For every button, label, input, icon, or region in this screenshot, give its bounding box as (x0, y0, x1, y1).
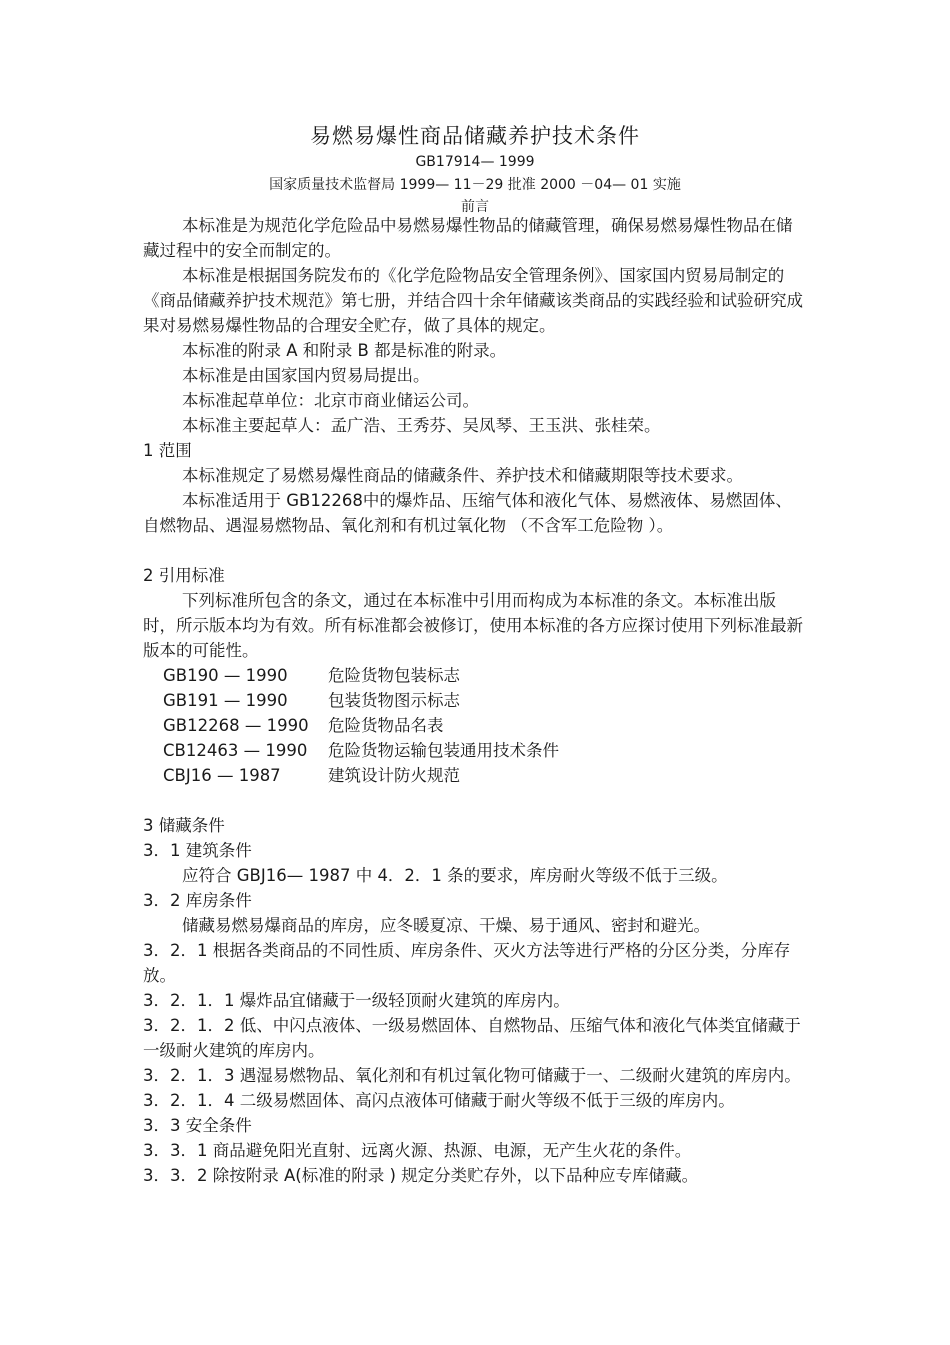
clause-3-2-1-4: 3．2．1．4 二级易燃固体、高闪点液体可储藏于耐火等级不低于三级的库房内。 (143, 1091, 735, 1110)
reference-code: CB12463 — 1990 (163, 741, 308, 760)
section-3-1-heading: 3．1 建筑条件 (143, 841, 252, 860)
document-body (143, 213, 808, 1188)
foreword-paragraph: 本标准是为规范化学危险品中易燃易爆性物品的储藏管理，确保易燃易爆性物品在储藏过程中的安全而制定的。 (143, 216, 793, 260)
reference-code: GB190 — 1990 (163, 666, 288, 685)
foreword-paragraph: 本标准的附录 A 和附录 B 都是标准的附录。 (182, 341, 507, 360)
foreword-paragraph: 本标准主要起草人：孟广浩、王秀芬、吴凤琴、王玉洪、张桂荣。 (182, 416, 661, 435)
clause-3-2-1-2: 3．2．1．2 低、中闪点液体、一级易燃固体、自燃物品、压缩气体和液化气体类宜储藏于一级耐火建筑的库房内。 (143, 1016, 801, 1060)
section-1-paragraph: 本标准适用于 GB12268中的爆炸品、压缩气体和液化气体、易燃液体、易燃固体、自燃物品、遇湿易燃物品、氧化剂和有机过氧化物 （不含军工危险物 ）。 (143, 491, 792, 535)
reference-name: 危险货物包装标志 (328, 666, 460, 685)
standard-code: GB17914— 1999 (415, 154, 535, 170)
section-3-1-text: 应符合 GBJ16— 1987 中 4．2．1 条的要求，库房耐火等级不低于三级。 (182, 866, 728, 885)
reference-item (143, 763, 808, 788)
section-1-paragraph: 本标准规定了易燃易爆性商品的储藏条件、养护技术和储藏期限等技术要求。 (182, 466, 743, 485)
reference-item (143, 713, 808, 738)
reference-code: GB191 — 1990 (163, 691, 288, 710)
section-1-heading: 1 范围 (143, 441, 192, 460)
foreword-paragraph: 本标准起草单位：北京市商业储运公司。 (182, 391, 479, 410)
reference-name: 建筑设计防火规范 (328, 766, 460, 785)
section-3-2-text: 储藏易燃易爆商品的库房，应冬暖夏凉、干燥、易于通风、密封和避光。 (182, 916, 710, 935)
foreword-heading: 前言 (461, 199, 489, 215)
clause-3-3-1: 3．3．1 商品避免阳光直射、远离火源、热源、电源，无产生火花的条件。 (143, 1141, 692, 1160)
reference-item (143, 688, 808, 713)
issue-line: 国家质量技术监督局 1999— 11－29 批准 2000 －04— 01 实施 (269, 177, 681, 193)
section-3-3-heading: 3．3 安全条件 (143, 1116, 252, 1135)
section-3-heading: 3 储藏条件 (143, 816, 225, 835)
reference-code: CBJ16 — 1987 (163, 766, 281, 785)
clause-3-2-1-1: 3．2．1．1 爆炸品宜储藏于一级轻顶耐火建筑的库房内。 (143, 991, 570, 1010)
reference-name: 危险货物运输包装通用技术条件 (328, 741, 559, 760)
reference-item (143, 738, 808, 763)
foreword-paragraph: 本标准是由国家国内贸易局提出。 (182, 366, 430, 385)
reference-name: 危险货物品名表 (328, 716, 444, 735)
document-title: 易燃易爆性商品储藏养护技术条件 (310, 124, 640, 148)
reference-name: 包装货物图示标志 (328, 691, 460, 710)
section-2-heading: 2 引用标准 (143, 566, 225, 585)
clause-3-2-1-3: 3．2．1．3 遇湿易燃物品、氧化剂和有机过氧化物可储藏于一、二级耐火建筑的库房内。 (143, 1066, 801, 1085)
foreword-paragraph: 本标准是根据国务院发布的《化学危险物品安全管理条例》、国家国内贸易局制定的《商品储藏养护技术规范》第七册，并结合四十余年储藏该类商品的实践经验和试验研究成果对易燃易爆性物品的合理安全贮存，做了具体的规定。 (143, 266, 803, 335)
clause-3-2-1: 3．2．1 根据各类商品的不同性质、库房条件、灭火方法等进行严格的分区分类，分库存放。 (143, 941, 791, 985)
reference-item (143, 663, 808, 688)
clause-3-3-2: 3．3．2 除按附录 A(标准的附录 ) 规定分类贮存外，以下品种应专库储藏。 (143, 1166, 699, 1185)
section-3-2-heading: 3．2 库房条件 (143, 891, 252, 910)
reference-code: GB12268 — 1990 (163, 716, 309, 735)
section-2-intro: 下列标准所包含的条文，通过在本标准中引用而构成为本标准的条文。本标准出版时，所示版本均为有效。所有标准都会被修订，使用本标准的各方应探讨使用下列标准最新版本的可能性。 (143, 591, 803, 660)
